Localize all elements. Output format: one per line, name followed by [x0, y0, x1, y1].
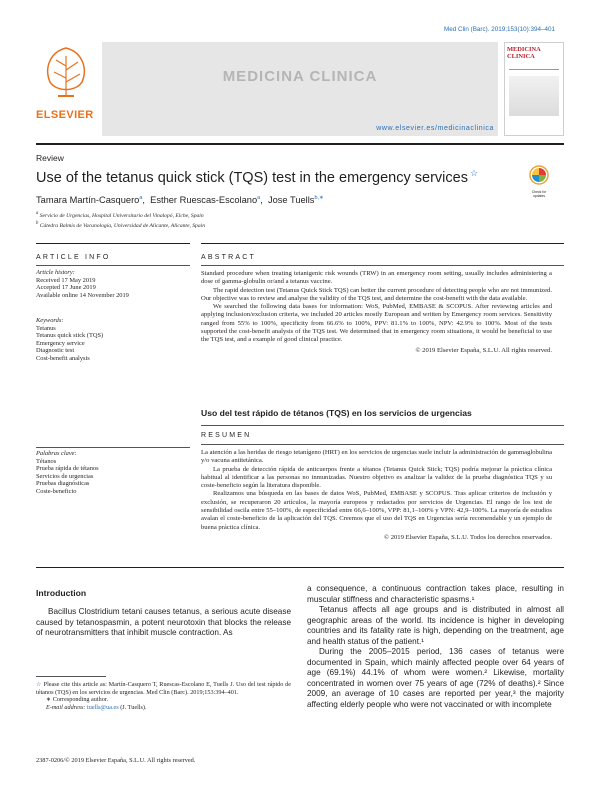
palabras-label: Palabras clave: [36, 450, 77, 457]
check-updates-icon [529, 165, 549, 185]
history-label: Article history: [36, 269, 75, 276]
abstract-rule-2 [201, 265, 564, 266]
cite-footnote [36, 681, 291, 696]
resumen-heading: RESUMEN [201, 432, 252, 439]
check-updates-label: Check for updates [531, 190, 547, 198]
author-sup[interactable]: a [139, 195, 143, 201]
abstract-heading: ABSTRACT [201, 254, 256, 261]
check-updates-badge[interactable] [527, 165, 551, 199]
right-body-column [307, 584, 564, 710]
email-label: E-mail address: [46, 703, 86, 711]
elsevier-tree-icon [36, 42, 96, 104]
email-suffix: (J. Tuells). [120, 703, 147, 711]
cite-mark: ☆ [36, 681, 42, 688]
abstract-paragraph: The rapid detection test (Tetanus Quick Stick TQS) can better the current procedure of detecting people who are not immunized. Our objective was to review and analyse the validity of the TQS test, and determine the cost-benefit with the data available. [201, 286, 552, 302]
palabra: Coste-beneficio [36, 487, 77, 495]
author-name: Jose Tuells [267, 195, 315, 206]
elsevier-wordmark: ELSEVIER [36, 109, 94, 121]
journal-name: MEDICINA CLINICA [222, 68, 378, 85]
affiliation [36, 220, 205, 230]
keyword: Diagnostic test [36, 347, 75, 355]
resumen-paragraph: La prueba de detección rápida de anticuerpos frente a tétanos (Tetanus Quick Stick; TQS) podría mejorar la práctica clínica habitual al identificar a las personas no inmunizadas. Nuestro objetivo es analizar la validez de la prueba diagnóstica TQS y su coste-beneficio según la literatura disponible. [201, 465, 552, 490]
keyword: Emergency service [36, 339, 85, 347]
cover-title: MEDICINA CLINICA [507, 46, 541, 60]
info-rule-2 [36, 265, 190, 266]
history-item: Received 17 May 2019 [36, 276, 96, 284]
palabra: Pruebas diagnósticas [36, 480, 90, 488]
abstract-paragraph: We searched the following data bases for information: WoS, PubMed, EMBASE & SCOPUS. After reviewing articles and applying inclusion/exclusion criteria, we included 20 articles mostly European and written by Emergency room services. Sensitivity ranged from 55% to 100%, specificity from 66.6% to 100%, PPV: 81.1% to 100%, NPV: 42.9% to 100%. Most of the tests supported the cost-benefit analysis of the TQS test. We determined that in emergency room situations, it would be beneficial to use the TQS test, and a example of good clinical practice. [201, 303, 552, 344]
resumen-body [201, 449, 552, 542]
resumen-paragraph: Realizamos una búsqueda en las bases de datos WoS, PubMed, EMBASE y SCOPUS. Tras aplicar criterios de inclusión y exclusión, se recuperaron 20 artículos, la mayoría europeos y redactados por servicios de Urgencias. El rango de los test de sensibilidad oscila entre 55–100%, de especificidad entre 66,6–100%, VPP: 81,1–100% y VPN: 42,9–100%. La mayoría de estudios avalan el coste-beneficio de la aplicación del TQS. Creemos que el uso del TQS en Urgencias sería recomendable y un ejemplo de buena práctica clínica. [201, 490, 552, 531]
cite-text: Please cite this article as: Martín-Casquero T, Ruescas-Escolano E, Tuells J. Uso del test rápido de tétanos (TQS) en los servicios de urgencias. Med Clin (Barc). 2019;153:394–401. [36, 681, 291, 696]
keyword: Cost-benefit analysis [36, 354, 90, 362]
masthead [102, 42, 498, 136]
body-paragraph: During the 2005–2015 period, 136 cases of tetanus were documented in Spain, which mainly affected people over 64 years of age (69.1%) 44.1% of whom were women.² Likewise, mortality concentrated in women over 75 years of age (72% of deaths).² Since 2009, an average of 10 cases are reported per year,³ the majority affecting elderly people who were not vaccinated or with incomplete [307, 647, 564, 709]
keywords-label: Keywords: [36, 317, 64, 324]
journal-url[interactable]: www.elsevier.es/medicinaclinica [376, 125, 494, 132]
body-rule [36, 567, 564, 568]
introduction-heading: Introduction [36, 588, 87, 598]
resumen-copyright: © 2019 Elsevier España, S.L.U. Todos los derechos reservados. [384, 533, 552, 541]
keywords [36, 317, 103, 363]
body-paragraph: Tetanus affects all age groups and is distributed in almost all geographic areas of the world. Its incidence is higher in developing countries and its fatality rate is high, depending on the treatment, age and health status of the patient.¹ [307, 605, 564, 646]
affiliation-sup: a [36, 211, 39, 216]
author-name: Tamara Martín-Casquero [36, 195, 140, 206]
article-history [36, 269, 129, 299]
affiliation-sup: b [36, 220, 39, 226]
affiliation-text: Cátedra Balmis de Vacunología, Universidad de Alicante, Alicante, Spain [39, 222, 205, 229]
affiliation-text: Servicio de Urgencias, Hospital Universitario del Vinalopó, Elche, Spain [39, 212, 204, 219]
citation[interactable]: Med Clin (Barc). 2019;153(10):394–401 [444, 26, 555, 33]
corresponding-author: ∗ Corresponding author. [46, 696, 109, 704]
author-name: Esther Ruescas-Escolano [150, 195, 258, 206]
footnotes [36, 681, 291, 711]
affiliation [36, 210, 205, 220]
authors: Tamara Martín-Casquero$^a$, Esther Ruescas-Escolano$^a$, Jose Tuells$^{b,∗}$ [36, 195, 324, 206]
email-footnote [36, 704, 291, 712]
abstract-body [201, 270, 552, 355]
author-sup[interactable]: b,∗ [314, 195, 324, 201]
spanish-title: Uso del test rápido de tétanos (TQS) en los servicios de urgencias [201, 408, 472, 418]
author-sup[interactable]: a [257, 195, 261, 201]
abstract-rule [201, 243, 564, 244]
abstract-paragraph: Standard procedure when treating tetanigenic risk wounds (TRW) in an emergency room setting, usually includes administering a dose of gamma-globulin or/and a tetanus vaccine. [201, 270, 552, 286]
article-title [36, 168, 478, 186]
info-rule [36, 243, 190, 244]
article-type: Review [36, 153, 64, 163]
palabras-rule [36, 447, 190, 448]
body-paragraph: a consequence, a continuous contraction takes place, resulting in muscular stiffness and characteristic spasms.¹ [307, 584, 564, 604]
affiliations [36, 210, 205, 230]
resumen-paragraph: La atención a las heridas de riesgo tetanígeno (HRT) en los servicios de urgencias suele incluir la administración de gammaglobulina y/o vacuna antitetánica. [201, 449, 552, 465]
elsevier-logo [36, 42, 96, 120]
resumen-rule [201, 425, 564, 426]
keyword: Tetanus [36, 324, 56, 332]
palabra: Servicios de urgencias [36, 472, 94, 480]
history-item: Accepted 17 June 2019 [36, 284, 96, 292]
palabra: Tétanos [36, 457, 57, 465]
history-item: Available online 14 November 2019 [36, 291, 129, 299]
journal-cover [504, 42, 564, 136]
email-link[interactable]: tuells@ua.es [87, 703, 119, 711]
header-rule [36, 143, 564, 145]
intro-paragraph: Bacillus Clostridium tetani causes tetanus, a serious acute disease caused by tetanospasmin, a potent neurotoxin that blocks the release of neurotransmitters that inhibit muscle contraction. As [36, 607, 291, 637]
palabras-clave [36, 450, 99, 496]
keyword: Tetanus quick stick (TQS) [36, 332, 104, 340]
resumen-rule-2 [201, 444, 564, 445]
palabra: Prueba rápida de tétanos [36, 465, 99, 473]
title-text: Use of the tetanus quick stick (TQS) test in the emergency services [36, 169, 468, 186]
abstract-copyright: © 2019 Elsevier España, S.L.U. All rights reserved. [415, 346, 552, 354]
issn-line: 2387-0206/© 2019 Elsevier España, S.L.U. All rights reserved. [36, 757, 196, 764]
title-footnote-mark[interactable]: ☆ [469, 168, 479, 178]
article-info-heading: ARTICLE INFO [36, 254, 111, 261]
footnote-rule [36, 676, 106, 677]
